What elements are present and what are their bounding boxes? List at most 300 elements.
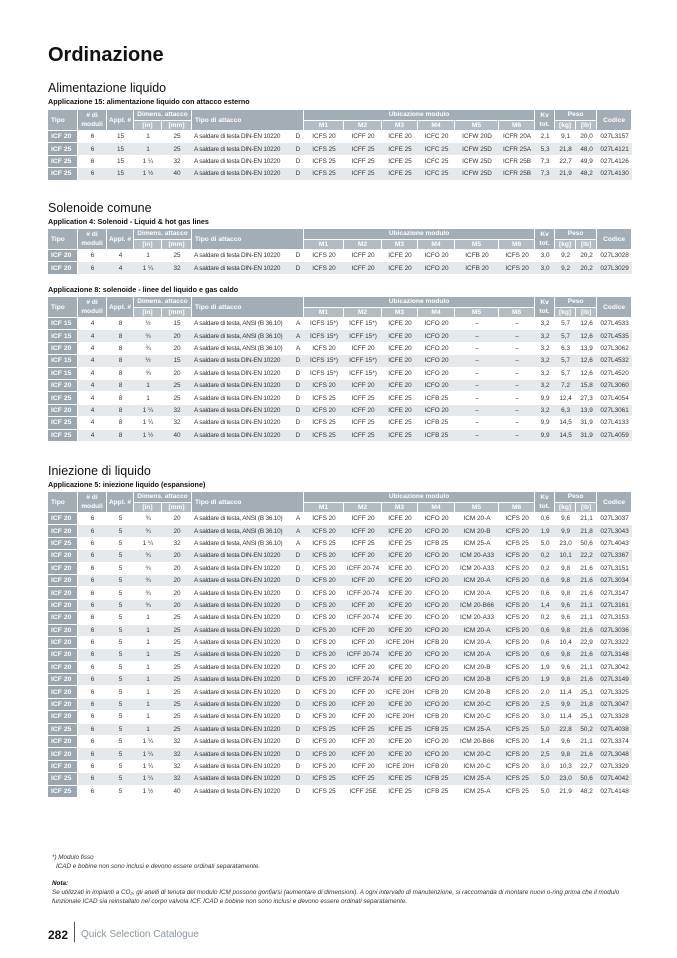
- table-row: [48, 662, 632, 674]
- table-cell: 027L3061: [597, 405, 632, 417]
- table-cell: 32: [162, 405, 192, 417]
- table-cell: ICFF 20: [344, 131, 382, 143]
- table-cell: 8: [107, 368, 134, 380]
- col-lb: [lb]: [576, 503, 597, 514]
- table-cell: 1: [134, 699, 162, 711]
- table-cell: 027L3042: [597, 662, 632, 674]
- table-cell: ICFF 15*): [344, 355, 382, 367]
- table-cell: 3,0: [535, 761, 555, 773]
- table-cell: 21,6: [576, 625, 597, 637]
- table-cell: 32: [162, 773, 192, 785]
- table-cell: 6: [78, 773, 107, 785]
- table-cell: 13,9: [576, 405, 597, 417]
- connection-letter: D: [295, 133, 301, 141]
- table-cell: ICFB 20: [455, 250, 499, 262]
- table-cell: 12,4: [555, 392, 576, 404]
- table-cell: 25: [162, 686, 192, 698]
- table-cell: 25: [162, 674, 192, 686]
- table-header: [48, 297, 632, 318]
- table-cell: 3,2: [535, 343, 555, 355]
- cell-attacco: [192, 786, 304, 798]
- table-cell: 21,1: [576, 662, 597, 674]
- table-cell: 027L3367: [597, 550, 632, 562]
- table-cell: ICFF 20-74: [344, 674, 382, 686]
- table-cell: ¾: [134, 330, 162, 342]
- table-cell: 0,6: [535, 587, 555, 599]
- table-cell: 6: [78, 563, 107, 575]
- table-cell: 027L4059: [597, 430, 632, 442]
- table-cell: 21,6: [576, 674, 597, 686]
- table-cell: 32: [162, 748, 192, 760]
- table-cell: ICFS 20: [499, 736, 535, 748]
- table-cell: ICFO 20: [418, 625, 455, 637]
- table-cell: 4: [78, 430, 107, 442]
- table-cell: ICM 20-A: [455, 637, 499, 649]
- table-cell: ICFS 20: [304, 761, 344, 773]
- connection-letter: D: [295, 639, 301, 647]
- table-cell: ICFE 20H: [382, 711, 418, 723]
- table-cell: ICFS 20: [304, 600, 344, 612]
- table-cell: ICFS 20: [499, 662, 535, 674]
- table-cell: 20,2: [576, 250, 597, 262]
- table-cell: 1: [134, 649, 162, 661]
- table-cell: ICFE 25: [382, 392, 418, 404]
- table-cell: 21,6: [576, 587, 597, 599]
- table-cell: ICFE 20: [382, 699, 418, 711]
- table-cell: 21,8: [555, 143, 576, 155]
- table-cell: 027L3157: [597, 131, 632, 143]
- cell-tipo: ICF 25: [48, 724, 78, 736]
- table-cell: ICFB 25: [418, 724, 455, 736]
- table-cell: ICFS 20: [499, 600, 535, 612]
- table-cell: 2,0: [535, 686, 555, 698]
- table-cell: ICFF 25: [344, 417, 382, 429]
- table-cell: 9,8: [555, 625, 576, 637]
- table-cell: ICFS 25: [304, 786, 344, 798]
- table-cell: 50,6: [576, 773, 597, 785]
- table-cell: ICM 20-B: [455, 686, 499, 698]
- table-cell: ICFF 25: [344, 143, 382, 155]
- table-cell: ¾: [134, 575, 162, 587]
- table-cell: ICFS 25: [499, 786, 535, 798]
- table-cell: ICM 20-B66: [455, 736, 499, 748]
- table-cell: –: [499, 405, 535, 417]
- table-cell: ICFF 20: [344, 550, 382, 562]
- table-body: [48, 131, 632, 181]
- table-row: [48, 625, 632, 637]
- table-cell: ICFS 20: [304, 711, 344, 723]
- table-cell: 027L4148: [597, 786, 632, 798]
- table-cell: 7,3: [535, 156, 555, 168]
- table-cell: ICFB 25: [418, 417, 455, 429]
- table-cell: ICFO 20: [418, 513, 455, 525]
- table-header: [48, 492, 632, 513]
- col-m3: M3: [382, 308, 418, 319]
- table-cell: 4: [78, 392, 107, 404]
- connection-type: A saldare di testa DIN-EN 10220: [194, 663, 281, 671]
- header-row: [48, 110, 632, 121]
- table-body: [48, 513, 632, 798]
- table-row: [48, 368, 632, 380]
- table-cell: ICFO 20: [418, 368, 455, 380]
- table-row: [48, 143, 632, 155]
- table-cell: 21,1: [576, 612, 597, 624]
- table-cell: 9,9: [535, 392, 555, 404]
- table-cell: ICFB 20: [455, 262, 499, 274]
- cell-tipo: ICF 20: [48, 662, 78, 674]
- connection-type: A saldare di testa, ANSI (B 36.10): [194, 515, 283, 523]
- connection-letter: A: [295, 344, 301, 352]
- table-cell: 21,9: [555, 786, 576, 798]
- table-cell: ICFS 20: [304, 262, 344, 274]
- table-cell: ICFO 20: [418, 380, 455, 392]
- table-cell: 5,7: [555, 318, 576, 330]
- connection-type: A saldare di testa DIN-EN 10220: [194, 725, 281, 733]
- cell-tipo: ICF 25: [48, 168, 78, 180]
- connection-type: A saldare di testa DIN-EN 10220: [194, 787, 281, 795]
- table-cell: –: [455, 355, 499, 367]
- cell-tipo: ICF 20: [48, 131, 78, 143]
- cell-attacco: [192, 761, 304, 773]
- table-cell: ICFE 25: [382, 786, 418, 798]
- table-cell: ICFF 25: [344, 724, 382, 736]
- cell-attacco: [192, 748, 304, 760]
- table-cell: ¾: [134, 368, 162, 380]
- col-mm: [mm]: [162, 240, 192, 251]
- table-cell: 4: [107, 262, 134, 274]
- table-cell: ICFF 15*): [344, 330, 382, 342]
- table-cell: ICFS 15*): [304, 355, 344, 367]
- table-cell: 32: [162, 156, 192, 168]
- connection-type: A saldare di testa DIN-EN 10220: [194, 676, 281, 684]
- table-cell: 027L3374: [597, 736, 632, 748]
- section-heading: Solenoide comune: [48, 201, 152, 215]
- table-cell: 5,0: [535, 786, 555, 798]
- table-cell: 9,6: [555, 736, 576, 748]
- table-cell: ½: [134, 318, 162, 330]
- connection-type: A saldare di testa, ANSI (B 36.10): [194, 344, 283, 352]
- table-cell: ICFB 20: [418, 686, 455, 698]
- table-cell: ICFF 15*): [344, 318, 382, 330]
- col-m5: M5: [455, 503, 499, 514]
- table-cell: 22,9: [576, 637, 597, 649]
- table-cell: 3,2: [535, 380, 555, 392]
- col-moduli: # di moduli: [78, 110, 107, 131]
- table-cell: ICFO 20: [418, 525, 455, 537]
- section-heading: Alimentazione liquido: [48, 81, 167, 95]
- table-cell: 3,0: [535, 250, 555, 262]
- table-cell: ICFS 20: [304, 343, 344, 355]
- table-cell: 8: [107, 405, 134, 417]
- connection-type: A saldare di testa DIN-EN 10220: [194, 406, 281, 414]
- table-row: [48, 587, 632, 599]
- cell-attacco: [192, 773, 304, 785]
- table-cell: ICFW 25D: [455, 168, 499, 180]
- cell-tipo: ICF 20: [48, 625, 78, 637]
- table-cell: ICFO 20: [418, 250, 455, 262]
- table-cell: 027L3328: [597, 711, 632, 723]
- table-cell: 8: [107, 343, 134, 355]
- table-cell: 1 ½: [134, 430, 162, 442]
- table-cell: 4: [78, 380, 107, 392]
- col-kv: Kv tot.: [535, 297, 555, 318]
- table-cell: 6: [78, 674, 107, 686]
- table-row: [48, 786, 632, 798]
- table-cell: ICFE 20: [382, 318, 418, 330]
- table-cell: 20: [162, 525, 192, 537]
- col-attacco: Tipo di attacco: [192, 229, 304, 250]
- col-in: [in]: [134, 308, 162, 319]
- table-cell: –: [455, 392, 499, 404]
- table-row: [48, 761, 632, 773]
- col-kg: [kg]: [555, 503, 576, 514]
- table-cell: ICFS 20: [304, 131, 344, 143]
- cell-tipo: ICF 20: [48, 513, 78, 525]
- table-cell: 9,6: [555, 612, 576, 624]
- table-cell: ICM 20-A33: [455, 563, 499, 575]
- table-cell: ICFS 25: [304, 724, 344, 736]
- table-cell: ICFS 20: [499, 699, 535, 711]
- table-cell: 5: [107, 773, 134, 785]
- table-cell: ICFO 20: [418, 550, 455, 562]
- table-cell: 21,1: [576, 513, 597, 525]
- table-cell: 13,9: [576, 343, 597, 355]
- table-cell: ICFF 25E: [344, 786, 382, 798]
- table-cell: 32: [162, 417, 192, 429]
- cell-tipo: ICF 20: [48, 761, 78, 773]
- connection-letter: D: [295, 394, 301, 402]
- connection-type: A saldare di testa DIN-EN 10220: [194, 431, 281, 439]
- table-row: [48, 600, 632, 612]
- table-cell: ICFS 20: [499, 550, 535, 562]
- connection-letter: D: [295, 775, 301, 783]
- table-cell: 1: [134, 131, 162, 143]
- col-ubicazione: Ubicazione modulo: [304, 492, 535, 503]
- table-cell: ICFS 20: [304, 575, 344, 587]
- table-cell: ¾: [134, 343, 162, 355]
- table-cell: ICFE 20: [382, 649, 418, 661]
- table-cell: 7,2: [555, 380, 576, 392]
- table-cell: ICFS 20: [499, 513, 535, 525]
- table-cell: –: [455, 330, 499, 342]
- cell-tipo: ICF 20: [48, 748, 78, 760]
- col-m2: M2: [344, 308, 382, 319]
- cell-tipo: ICF 20: [48, 380, 78, 392]
- table-cell: ICFS 20: [304, 612, 344, 624]
- table-cell: ICFS 20: [304, 587, 344, 599]
- table-cell: ICFB 20: [418, 711, 455, 723]
- table-cell: ICFE 20: [382, 748, 418, 760]
- cell-tipo: ICF 25: [48, 773, 78, 785]
- table-cell: –: [455, 343, 499, 355]
- table-cell: ICFS 25: [304, 430, 344, 442]
- cell-tipo: ICF 20: [48, 262, 78, 274]
- table-cell: 4: [78, 318, 107, 330]
- cell-attacco: [192, 318, 304, 330]
- connection-type: A saldare di testa DIN-EN 10220: [194, 750, 281, 758]
- table-cell: 6: [78, 513, 107, 525]
- table-cell: 32: [162, 761, 192, 773]
- table-cell: 1: [134, 250, 162, 262]
- connection-letter: A: [295, 539, 301, 547]
- ordering-table: [48, 229, 632, 275]
- table-cell: 22,7: [576, 761, 597, 773]
- table-cell: ICFE 20H: [382, 761, 418, 773]
- connection-letter: D: [295, 626, 301, 634]
- table-cell: 1: [134, 674, 162, 686]
- col-peso: Peso: [555, 297, 597, 308]
- table-cell: ICFE 20: [382, 131, 418, 143]
- table-cell: ICFB 25: [418, 392, 455, 404]
- table-cell: 5: [107, 550, 134, 562]
- table-cell: 5: [107, 600, 134, 612]
- table-cell: 4: [78, 343, 107, 355]
- cell-attacco: [192, 699, 304, 711]
- table-cell: 5: [107, 637, 134, 649]
- cell-attacco: [192, 430, 304, 442]
- cell-attacco: [192, 392, 304, 404]
- table-cell: 9,8: [555, 563, 576, 575]
- table-cell: ICFS 20: [304, 380, 344, 392]
- table-cell: 8: [107, 392, 134, 404]
- table-cell: ICFS 20: [304, 649, 344, 661]
- table-cell: ICM 20-C: [455, 748, 499, 760]
- cell-attacco: [192, 711, 304, 723]
- table-cell: ICFO 20: [418, 262, 455, 274]
- table-cell: 9,8: [555, 587, 576, 599]
- cell-tipo: ICF 20: [48, 550, 78, 562]
- table-cell: 027L3047: [597, 699, 632, 711]
- table-cell: 20: [162, 330, 192, 342]
- table-cell: 25: [162, 699, 192, 711]
- table-row: [48, 711, 632, 723]
- table-row: [48, 392, 632, 404]
- table-cell: ICFS 20: [499, 587, 535, 599]
- table-cell: ICFF 25: [344, 773, 382, 785]
- table-cell: 9,2: [555, 250, 576, 262]
- table-cell: ¾: [134, 550, 162, 562]
- table-cell: 40: [162, 786, 192, 798]
- cell-attacco: [192, 600, 304, 612]
- table-cell: ICFF 20-74: [344, 563, 382, 575]
- table-cell: 6: [78, 612, 107, 624]
- table-cell: 1 ½: [134, 786, 162, 798]
- table-cell: 23,0: [555, 773, 576, 785]
- col-m1: M1: [304, 308, 344, 319]
- connection-letter: D: [295, 145, 301, 153]
- table-cell: 027L3151: [597, 563, 632, 575]
- col-m2: M2: [344, 503, 382, 514]
- table-cell: 20: [162, 600, 192, 612]
- table-cell: 32: [162, 538, 192, 550]
- table-cell: ICFS 20: [304, 748, 344, 760]
- col-attacco: Tipo di attacco: [192, 492, 304, 513]
- table-cell: ICFS 20: [499, 711, 535, 723]
- table-row: [48, 748, 632, 760]
- table-cell: 5: [107, 686, 134, 698]
- connection-letter: D: [295, 382, 301, 390]
- table-row: [48, 330, 632, 342]
- table-cell: ICFS 20: [499, 250, 535, 262]
- table-cell: 5: [107, 662, 134, 674]
- connection-type: A saldare di testa DIN-EN 10220: [194, 688, 281, 696]
- table-cell: ICFE 20: [382, 612, 418, 624]
- table-cell: 5,3: [535, 143, 555, 155]
- table-cell: 31,9: [576, 430, 597, 442]
- table-cell: 4: [78, 330, 107, 342]
- col-ubicazione: Ubicazione modulo: [304, 297, 535, 308]
- table-cell: ICFE 20: [382, 513, 418, 525]
- footnote-line: *) Modulo fisso: [52, 854, 94, 861]
- table-cell: 027L4043: [597, 538, 632, 550]
- table-cell: 1 ¼: [134, 417, 162, 429]
- table-cell: ICFE 20: [382, 674, 418, 686]
- col-m4: M4: [418, 308, 455, 319]
- table-cell: –: [499, 318, 535, 330]
- table-cell: 027L3161: [597, 600, 632, 612]
- table-cell: 6: [78, 262, 107, 274]
- col-m3: M3: [382, 240, 418, 251]
- cell-tipo: ICF 25: [48, 143, 78, 155]
- table-cell: 1: [134, 724, 162, 736]
- col-m1: M1: [304, 503, 344, 514]
- table-cell: 6: [78, 724, 107, 736]
- table-cell: ICM 20-C: [455, 711, 499, 723]
- table-cell: 22,7: [555, 156, 576, 168]
- col-in: [in]: [134, 121, 162, 132]
- table-cell: ICFO 20: [418, 649, 455, 661]
- col-appl: Appl. #: [107, 297, 134, 318]
- connection-type: A saldare di testa DIN-EN 10220: [194, 738, 281, 746]
- table-cell: 9,2: [555, 262, 576, 274]
- col-m3: M3: [382, 121, 418, 132]
- connection-letter: D: [295, 419, 301, 427]
- cell-attacco: [192, 168, 304, 180]
- table-cell: 8: [107, 330, 134, 342]
- cell-attacco: [192, 368, 304, 380]
- table-cell: ¾: [134, 587, 162, 599]
- table-cell: 027L3060: [597, 380, 632, 392]
- table-cell: 027L4532: [597, 355, 632, 367]
- table-cell: –: [499, 380, 535, 392]
- table-cell: 1: [134, 711, 162, 723]
- table-cell: ICFO 20: [418, 587, 455, 599]
- connection-type: A saldare di testa, ANSI (B 36.10): [194, 539, 283, 547]
- connection-type: A saldare di testa, ANSI (B 36.10): [194, 332, 283, 340]
- table-cell: ICFO 20: [418, 674, 455, 686]
- table-cell: 48,2: [576, 786, 597, 798]
- connection-type: A saldare di testa DIN-EN 10220: [194, 713, 281, 721]
- table-cell: ICFO 20: [418, 355, 455, 367]
- table-cell: 1: [134, 380, 162, 392]
- table-cell: 027L3043: [597, 525, 632, 537]
- ordering-table: [48, 110, 632, 181]
- table-cell: 12,6: [576, 368, 597, 380]
- table-cell: 5: [107, 786, 134, 798]
- table-cell: 4: [107, 250, 134, 262]
- table-cell: 21,1: [576, 600, 597, 612]
- table-cell: 6: [78, 699, 107, 711]
- footnote: [52, 853, 260, 871]
- header-row: [48, 492, 632, 503]
- cell-attacco: [192, 355, 304, 367]
- table-cell: ICFE 20: [382, 405, 418, 417]
- table-cell: ICFE 20: [382, 250, 418, 262]
- table-cell: ICFS 20: [499, 625, 535, 637]
- col-mm: [mm]: [162, 503, 192, 514]
- table-cell: 5: [107, 587, 134, 599]
- table-row: [48, 343, 632, 355]
